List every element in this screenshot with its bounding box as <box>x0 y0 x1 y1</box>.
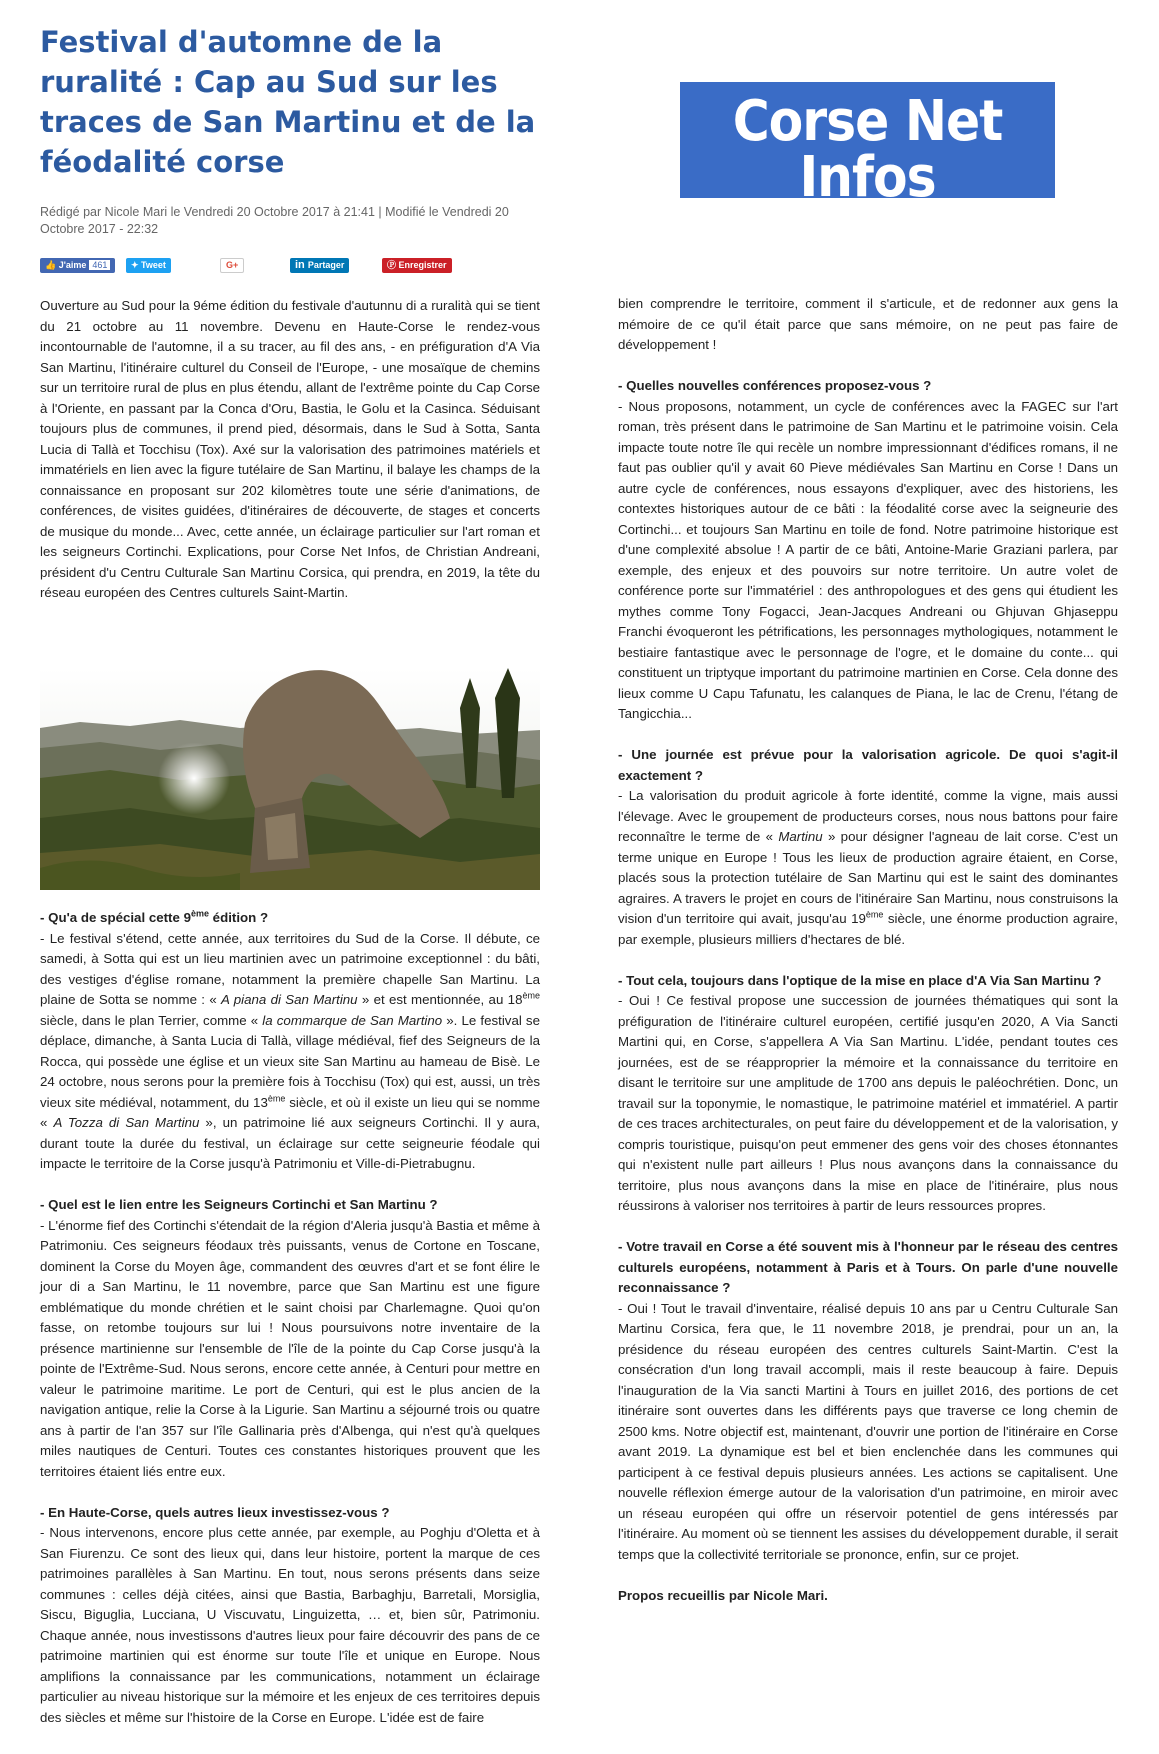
answer-text: » et est mentionnée, au 18 <box>357 992 523 1007</box>
place-name: la commarque de San Martino <box>262 1012 443 1028</box>
question-1-text-end: édition ? <box>208 910 269 925</box>
question-7: - Votre travail en Corse a été souvent mis à l'honneur par le réseau des centres culturels européens, notamment à Paris et à Tours. On parle d'une nouvelle reconnaissance ? <box>618 1239 1118 1295</box>
place-name: A Tozza di San Martinu <box>53 1115 200 1130</box>
pinterest-icon: Ⓟ <box>387 260 399 270</box>
answer-7: - Oui ! Tout le travail d'inventaire, réalisé depuis 10 ans par u Centru Culturale San Martinu Corsica, fera que, le 11 novembre 2018, je prendrai, pour un an, la présidence du réseau européen des centres culturels Saint-Martin. C'est la consécration d'un long travail accompli, mais il reste beaucoup à faire. Depuis l'inauguration de la Via sancti Martini à Tours en juillet 2016, des portions de cet itinéraire sont ouvertes dans les différents pays que traverse ce long chemin de 2500 kms. Notre objectif est, maintenant, d'ouvrir une portion de l'itinéraire en Corse avant 2019. La dynamique est bel et bien enclenchée dans les communes qui participent à ce festival depuis plusieurs années. Les actions se capitalisent. Une nouvelle réflexion émerge autour de la valorisation d'un patrimoine, en miroir avec un réseau européen qui offre un réservoir potentiel de gens intéressés par l'itinéraire. Au moment où se tiennent les assises du développement durable, il serait temps que la collectivité territoriale se prononce, enfin, sur ce projet. <box>618 1300 1118 1562</box>
pinterest-save-button[interactable] <box>382 258 452 273</box>
answer-text: - Le festival s'étend, cette année, aux territoires du Sud de la Corse. Il débute, ce samedi, à Sotta qui est un lieu martinien avec un patrimoine exceptionnel : du bâti, des vestiges d'église romane, notamment la première chapelle San Martinu. La plaine de Sotta se nomme : « <box>40 930 540 1007</box>
share-label: Partager <box>307 260 345 270</box>
twitter-bird-icon: ✦ <box>131 260 142 270</box>
superscript: ème <box>865 909 884 920</box>
question-2: - Quel est le lien entre les Seigneurs Cortinchi et San Martinu ? <box>40 1197 438 1212</box>
answer-text: » pour désigner l'agneau de lait corse. C'est un terme unique en Europe ! Tous les lieux de production agraire étaient, en Corse, placés sous la protection tutélaire de San Martinu qui est le saint des dominantes agraires. A travers le projet en cours de l'itinéraire San Martinu, nous construisons la vision d'un territoire qui avait, jusqu'au 19 <box>618 829 1118 926</box>
answer-text: », un patrimoine lié aux seigneurs Cortinchi. Il y aura, durant toute la durée du festival, un éclairage sur cette seigneurie féodale qui impacte le territoire de la Corse jusqu'à Patrimoniu et Ville-di-Pietrabugnu. <box>40 1115 540 1171</box>
tweet-label: Tweet <box>141 260 166 270</box>
answer-1 <box>40 929 540 1175</box>
site-logo[interactable] <box>680 82 1055 231</box>
like-label: J'aime <box>58 260 87 270</box>
article-title: Festival d'automne de la ruralité : Cap au Sud sur les traces de San Martinu et de la féodalité corse <box>40 25 536 179</box>
superscript: ème <box>190 908 209 919</box>
linkedin-share-button[interactable] <box>290 258 349 273</box>
tweet-button[interactable] <box>126 258 171 273</box>
article-signature: Propos recueillis par Nicole Mari. <box>618 1587 828 1603</box>
question-5: - Une journée est prévue pour la valorisation agricole. De quoi s'agit-il exactement ? <box>618 747 1118 783</box>
answer-text: siècle, dans le plan Terrier, comme « <box>40 1012 263 1028</box>
answer-5 <box>618 786 1118 950</box>
term-name: Martinu <box>778 829 823 844</box>
question-6: - Tout cela, toujours dans l'optique de la mise en place d'A Via San Martinu ? <box>618 972 1102 988</box>
google-plus-button[interactable]: G+ <box>220 258 244 273</box>
question-1-text: - Qu'a de spécial cette 9 <box>40 910 191 925</box>
article-intro: Ouverture au Sud pour la 9éme édition du festivale d'autunnu di a ruralità qui se tient du 21 octobre au 11 novembre. Devenu en Haute-Corse le rendez-vous incontournable de l'automne, il a su tracer, au fil des ans, - en préfiguration d'A Via San Martinu, l'itinéraire culturel du Conseil de l'Europe, - une mosaïque de chemins sur un territoire rural de plus en plus étendu, allant de l'extrême pointe du Cap Corse à l'Oriente, en passant par la Conca d'Oru, Bastia, le Golu et la Casinca. Séduisant toujours plus de communes, il prend pied, désormais, dans le Sud à Sotta, Santa Lucia di Tallà et Tocchisu (Tox). Axé sur la valorisation des patrimoines matériels et immatériels en lien avec la figure tutélaire de San Martinu, il balaye les champs de la connaissance en proposant sur 202 kilomètres toute une série d'animations, de conférences, de visites guidées, d'itinéraires de découverte, de stages et concerts de musique du monde... Avec, cette année, un éclairage particulier sur l'art roman et les seigneurs Cortinchi. Explications, pour Corse Net Infos, de Christian Andreani, président d'u Centru Culturale San Martinu Corsica, qui prendra, en 2019, la tête du réseau européen des Centres culturels Saint-Martin. <box>40 298 540 600</box>
interview-left-column <box>40 908 540 1728</box>
question-1 <box>40 908 540 929</box>
article-photo <box>40 668 540 890</box>
answer-text: siècle, et où il existe un lieu qui se nomme « <box>40 1094 540 1130</box>
question-4: - Quelles nouvelles conférences proposez-vous ? <box>618 378 932 393</box>
like-count: 461 <box>89 260 110 270</box>
thumbs-up-icon: 👍 <box>45 260 59 270</box>
answer-text: ». Le festival se déplace, dimanche, à Santa Lucia di Tallà, village médiéval, fief des Seigneurs de la Rocca, qui possède une église et un vieux site San Martinu au hameau de Bisè. Le 24 octobre, nous serons pour la première fois à Tocchisu (Tox) qui est, aussi, un très vieux site médiéval, notamment, du 13 <box>40 1012 540 1110</box>
superscript: ème <box>522 990 540 1001</box>
superscript: ème <box>267 1093 286 1104</box>
interview-right-column <box>618 294 1118 1606</box>
landscape-rock-image <box>40 668 540 890</box>
facebook-like-button[interactable] <box>40 258 115 273</box>
question-3: - En Haute-Corse, quels autres lieux investissez-vous ? <box>40 1504 390 1520</box>
answer-4: - Nous proposons, notamment, un cycle de conférences avec la FAGEC sur l'art roman, très présent dans le patrimoine de San Martinu et le patrimoine voisin. Cela impacte toute notre île qui recèle un nombre impressionnant d'édifices romans, il ne faut pas oublier qu'il y avait 60 Pieve médiévales San Martinu en Corse ! Dans un autre cycle de conférences, nous essayons d'expliquer, avec des historiens, les contextes historiques autour de ce bâti : la féodalité corse avec la seigneurie des Cortinchi... et toujours San Martinu en toile de fond. Notre patrimoine historique est d'une complexité absolue ! A partir de ce bâti, Antoine-Marie Graziani parlera, par exemple, des enjeux et des pouvoirs sur notre territoire. Un autre volet de conférence porte sur l'immatériel : des anthropologues et des gens qui étudient les mythes comme Tony Fogacci, Jean-Jacques Andreani ou Ghjuvan Ghjaseppu Franchi évoqueront les pétrifications, les personnages mythologiques, notamment le bestiaire fantastique avec le personnage de l'ogre, et le domaine du conte... qui constituent un triptyque important du patrimoine martinien en Corse. Cela donne des lieux comme U Capu Tafunatu, les calanques de Piana, le lac de Crenu, l'étang de Tangicchia... <box>618 398 1118 721</box>
save-label: Enregistrer <box>398 260 447 270</box>
answer-3-continued: bien comprendre le territoire, comment il s'articule, et de redonner aux gens la mémoire de ce qu'il était parce que sans mémoire, on ne peut pas faire de développement ! <box>618 296 1118 352</box>
article-intro-column <box>40 296 540 604</box>
answer-6: - Oui ! Ce festival propose une succession de journées thématiques qui sont la préfiguration de l'itinéraire culturel européen, certifié jusqu'en 2020, A Via Sancti Martini qui, en Corse, s'appellera A Via San Martinu. L'idée, pendant toutes ces journées, est de se réapproprier la mémoire et la connaissance du territoire en disant le territoire sur une amplitude de 1700 ans depuis le paléochrétien. Donc, un travail sur la toponymie, le nomastique, le patrimoine matériel et immatériel. A partir de ces traces architecturales, on peut faire du développement et de la valorisation, y compris touristique, puisqu'on peut emmener des gens voir des choses étonnantes qui n'existent nulle part ailleurs ! Plus nous avançons dans la connaissance du territoire, plus nous avançons dans la mise en place de l'itinéraire, plus nous réussirons à valoriser nos territoires à partir de leurs ressources propres. <box>618 993 1118 1213</box>
answer-2: - L'énorme fief des Cortinchi s'étendait de la région d'Aleria jusqu'à Bastia et même à Patrimoniu. Ces seigneurs féodaux très puissants, venus de Cortone en Toscane, dominent la Corse du Moyen âge, commandent des œuvres d'art et se font élire le jour di a San Martinu, le 11 novembre, parce que San Martinu est une figure emblématique du monde chrétien et le saint choisi par Charlemagne. Quoi qu'on fasse, on retombe toujours sur lui ! Nous poursuivons notre inventaire de la présence martinienne sur l'ensemble de l'île de la pointe du Cap Corse jusqu'à la pointe de l'Extrême-Sud. Nous serons, encore cette année, à Centuri pour mettre en valeur le patrimoine maritime. Le port de Centuri, qui est le plus ancien de la navigation antique, relie la Corse à la Ligurie. San Martinu a séjourné trois ou quatre ans à partir de l'an 357 sur l'île Gallinaria près d'Albenga, qui n'est qu'à quelques miles nautiques de Centuri. Toutes ces constantes historiques prouvent que les territoires étaient liés entre eux. <box>40 1217 540 1479</box>
logo-name: Corse Net Infos <box>732 89 1003 210</box>
linkedin-icon: in <box>295 259 308 271</box>
article-byline: Rédigé par Nicole Mari le Vendredi 20 Octobre 2017 à 21:41 | Modifié le Vendredi 20 Octobre 2017 - 22:32 <box>40 205 509 236</box>
logo-tagline: Per voi, incù voi in ogni locu - l'info corse en libre accès <box>687 216 1048 231</box>
answer-text: - La valorisation du produit agricole à forte identité, comme la vigne, mais aussi l'élevage. Avec le groupement de producteurs corses, nous nous battons pour faire reconnaître le terme de « <box>618 788 1118 844</box>
place-name: A piana di San Martinu <box>221 992 358 1007</box>
answer-text: siècle, une énorme production agraire, par exemple, plusieurs milliers d'hectares de blé. <box>618 911 1118 947</box>
answer-3: - Nous intervenons, encore plus cette année, par exemple, au Poghju d'Oletta et à San Fiurenzu. Ce sont des lieux qui, dans leur histoire, portent la marque de ces patrimoines parallèles à San Martinu. En tout, nous serons présents dans seize communes : celles déjà citées, ainsi que Bastia, Barbaghju, Barretali, Morsiglia, Siscu, Biguglia, Lucciana, U Viscuvatu, Linguizetta, … et, bien sûr, Patrimoniu. Chaque année, nous investissons d'autres lieux pour faire découvrir des pans de ce patrimoine martinien qui est énorme sur toute l'île et unique en Europe. Nous amplifions la connaissance par les communications, notamment un éclairage particulier au niveau historique sur la mémoire et les enjeux de ces territoires depuis des siècles et même sur l'histoire de la Corse en Europe. L'idée est de faire <box>40 1525 540 1725</box>
